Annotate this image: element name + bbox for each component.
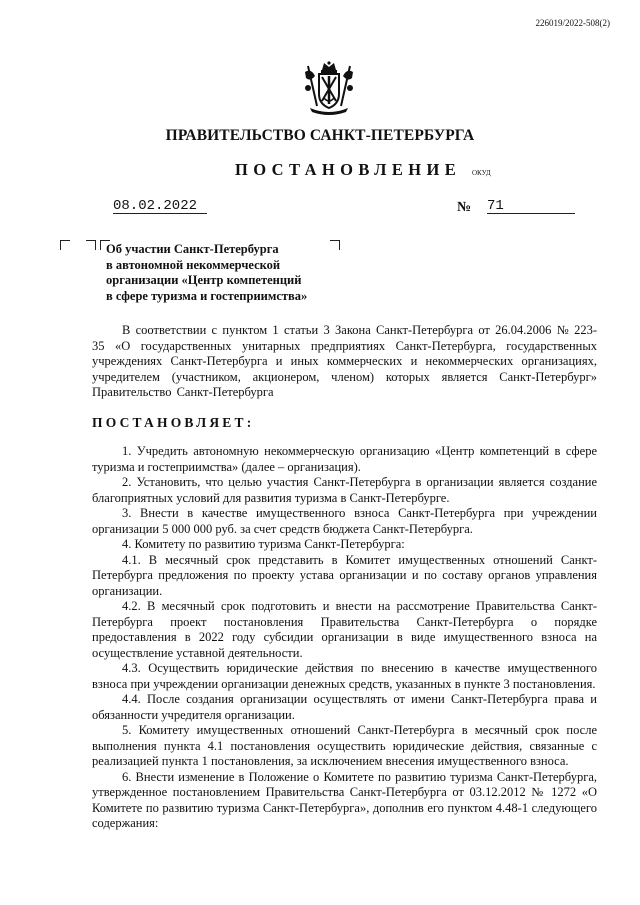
clause-paragraph: 2. Установить, что целью участия Санкт-Петербурга в организации является создание благоприятных условий для развития туризма в Санкт-Петербурге. xyxy=(92,475,597,505)
clause-paragraph: 4.4. После создания организации осуществлять от имени Санкт-Петербурга права и обязанности учредителя организации. xyxy=(92,692,597,722)
number-label: № xyxy=(457,200,472,215)
clause-paragraph: 3. Внести в качестве имущественного взноса Санкт-Петербурга при учреждении организации 5 000 000 руб. за счет средств бюджета Санкт-Петербурга. xyxy=(92,506,597,536)
clause-paragraph: 4. Комитету по развитию туризма Санкт-Петербурга: xyxy=(122,537,405,551)
subject-line: Об участии Санкт-Петербурга xyxy=(106,242,279,256)
resolve-heading: ПОСТАНОВЛЯЕТ: xyxy=(92,414,255,430)
document-body xyxy=(92,323,597,832)
document-date: 08.02.2022 xyxy=(113,199,207,214)
clause-paragraph: 5. Комитету имущественных отношений Санкт-Петербурга в месячный срок после выполнения пункта 4.1 постановления осуществить юридические действия, связанные с реализацией пункта 1 постановления, за исключением внесения имущественного взноса. xyxy=(92,723,597,768)
okud-label: ОКУД xyxy=(472,169,491,177)
saint-petersburg-coat-of-arms-icon xyxy=(302,60,356,116)
clause-paragraph: 4.1. В месячный срок представить в Комитет имущественных отношений Санкт-Петербурга предложения по проекту устава организации и по составу органов управления организации. xyxy=(92,552,597,598)
document-subject xyxy=(106,242,346,304)
document-type: ПОСТАНОВЛЕНИЕ xyxy=(235,160,462,179)
subject-line: в сфере туризма и гостеприимства» xyxy=(106,288,308,303)
document-number: 71 xyxy=(487,199,575,214)
clause-paragraph: 4.3. Осуществить юридические действия по внесению в качестве имущественного взноса при учреждении организации денежных средств, указанных в пункте 3 постановления. xyxy=(92,661,597,691)
subject-line: в автономной некоммерческой xyxy=(106,257,281,272)
left-outer-corner-mark xyxy=(60,240,70,250)
left-inner-corner-mark xyxy=(86,240,96,250)
clause-paragraph: 1. Учредить автономную некоммерческую организацию «Центр компетенций в сфере туризма и гостеприимства» (далее – организация). xyxy=(92,444,597,474)
clause-paragraph: 4.2. В месячный срок подготовить и внести на рассмотрение Правительства Санкт-Петербурга проект постановления Правительства Санкт-Петербурга о порядке предоставления в 2022 году субсидии организации в виде имущественного взноса на осуществление уставной деятельности. xyxy=(92,599,597,660)
preamble-paragraph: В соответствии с пунктом 1 статьи 3 Закона Санкт-Петербурга от 26.04.2006 № 223-35 «О государственных унитарных предприятиях Санкт-Петербурга, государственных учреждениях Санкт-Петербурга и иных коммерческих и некоммерческих организациях, учредителем (участником, акционером, членом) которых является Санкт-Петербург» Правительство Санкт-Петербурга xyxy=(92,323,597,399)
subject-line: организации «Центр компетенций xyxy=(106,273,302,287)
document-code: 226019/2022-508(2) xyxy=(535,18,610,28)
clause-paragraph: 6. Внести изменение в Положение о Комитете по развитию туризма Санкт-Петербурга, утвержденное постановлением Правительства Санкт-Петербурга от 03.12.2012 № 1272 «О Комитете по развитию туризма Санкт-Петербурга», дополнив его пунктом 4.48-1 следующего содержания: xyxy=(92,769,597,830)
organization-title: ПРАВИТЕЛЬСТВО САНКТ-ПЕТЕРБУРГА xyxy=(165,127,475,144)
